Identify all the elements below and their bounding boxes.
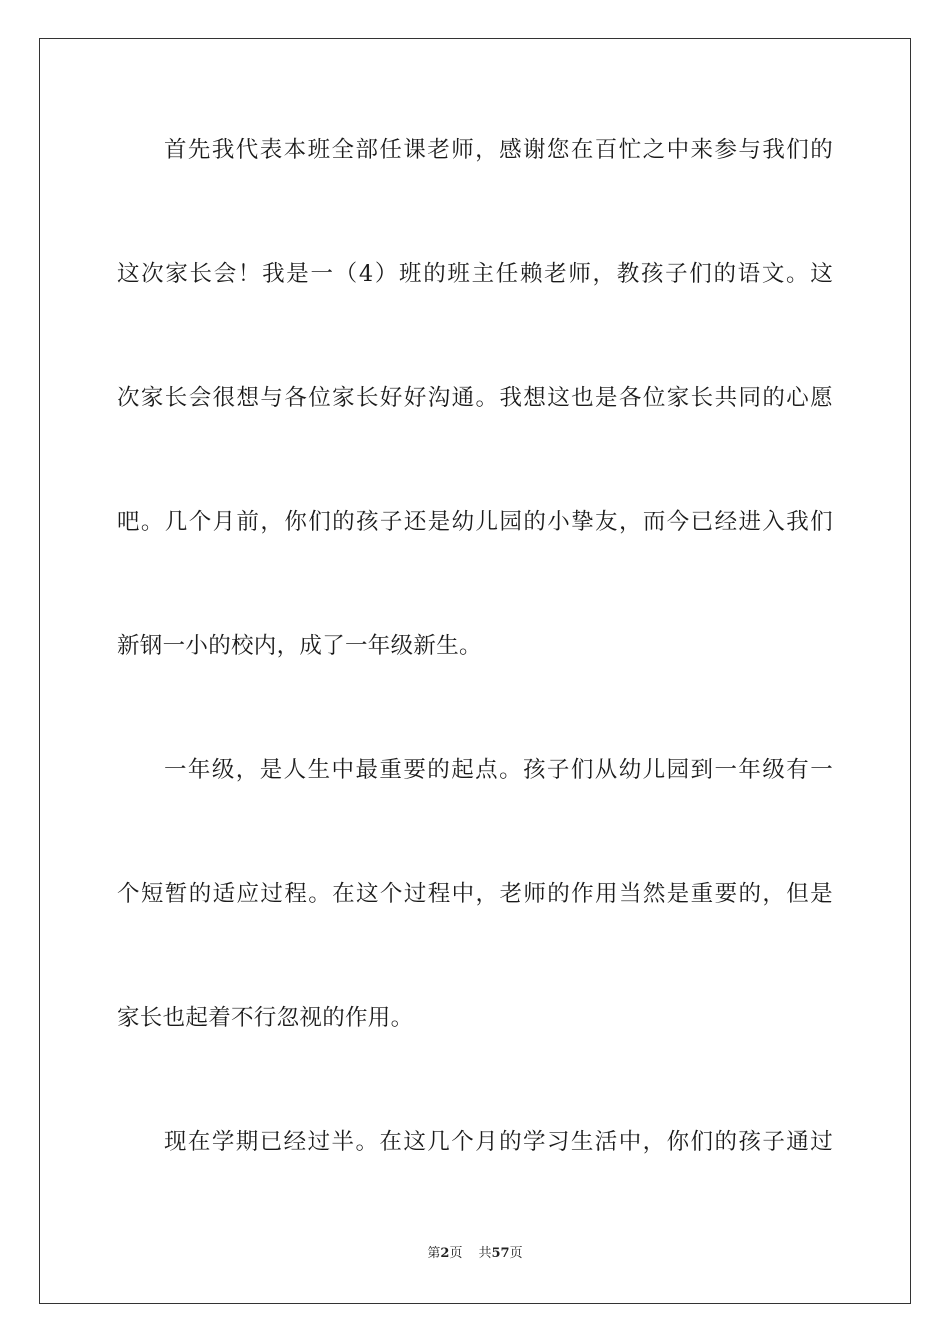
paragraph-1-line-4: 吧。几个月前，你们的孩子还是幼儿园的小挚友，而今已经进入我们	[117, 509, 833, 535]
paragraph-3-line-1: 现在学期已经过半。在这几个月的学习生活中，你们的孩子通过	[164, 1129, 833, 1155]
paragraph-1-line-5: 新钢一小的校内，成了一年级新生。	[117, 633, 482, 659]
paragraph-2-line-1: 一年级，是人生中最重要的起点。孩子们从幼儿园到一年级有一	[164, 757, 833, 783]
total-pages: 57	[491, 1246, 510, 1261]
total-prefix: 共	[478, 1246, 492, 1261]
paragraph-2-line-3: 家长也起着不行忽视的作用。	[117, 1005, 414, 1031]
paragraph-2-line-2: 个短暂的适应过程。在这个过程中，老师的作用当然是重要的，但是	[117, 881, 833, 907]
total-suffix: 页	[509, 1246, 523, 1261]
page-border	[39, 38, 911, 1304]
page-footer	[0, 1244, 950, 1264]
paragraph-1-line-3: 次家长会很想与各位家长好好沟通。我想这也是各位家长共同的心愿	[117, 385, 833, 411]
paragraph-1-line-1: 首先我代表本班全部任课老师，感谢您在百忙之中来参与我们的	[164, 137, 833, 163]
page-prefix: 第	[427, 1246, 441, 1261]
page-suffix: 页	[449, 1246, 463, 1261]
paragraph-1-line-2: 这次家长会！我是一（4）班的班主任赖老师，教孩子们的语文。这	[117, 261, 833, 287]
page-number: 2	[440, 1246, 450, 1261]
